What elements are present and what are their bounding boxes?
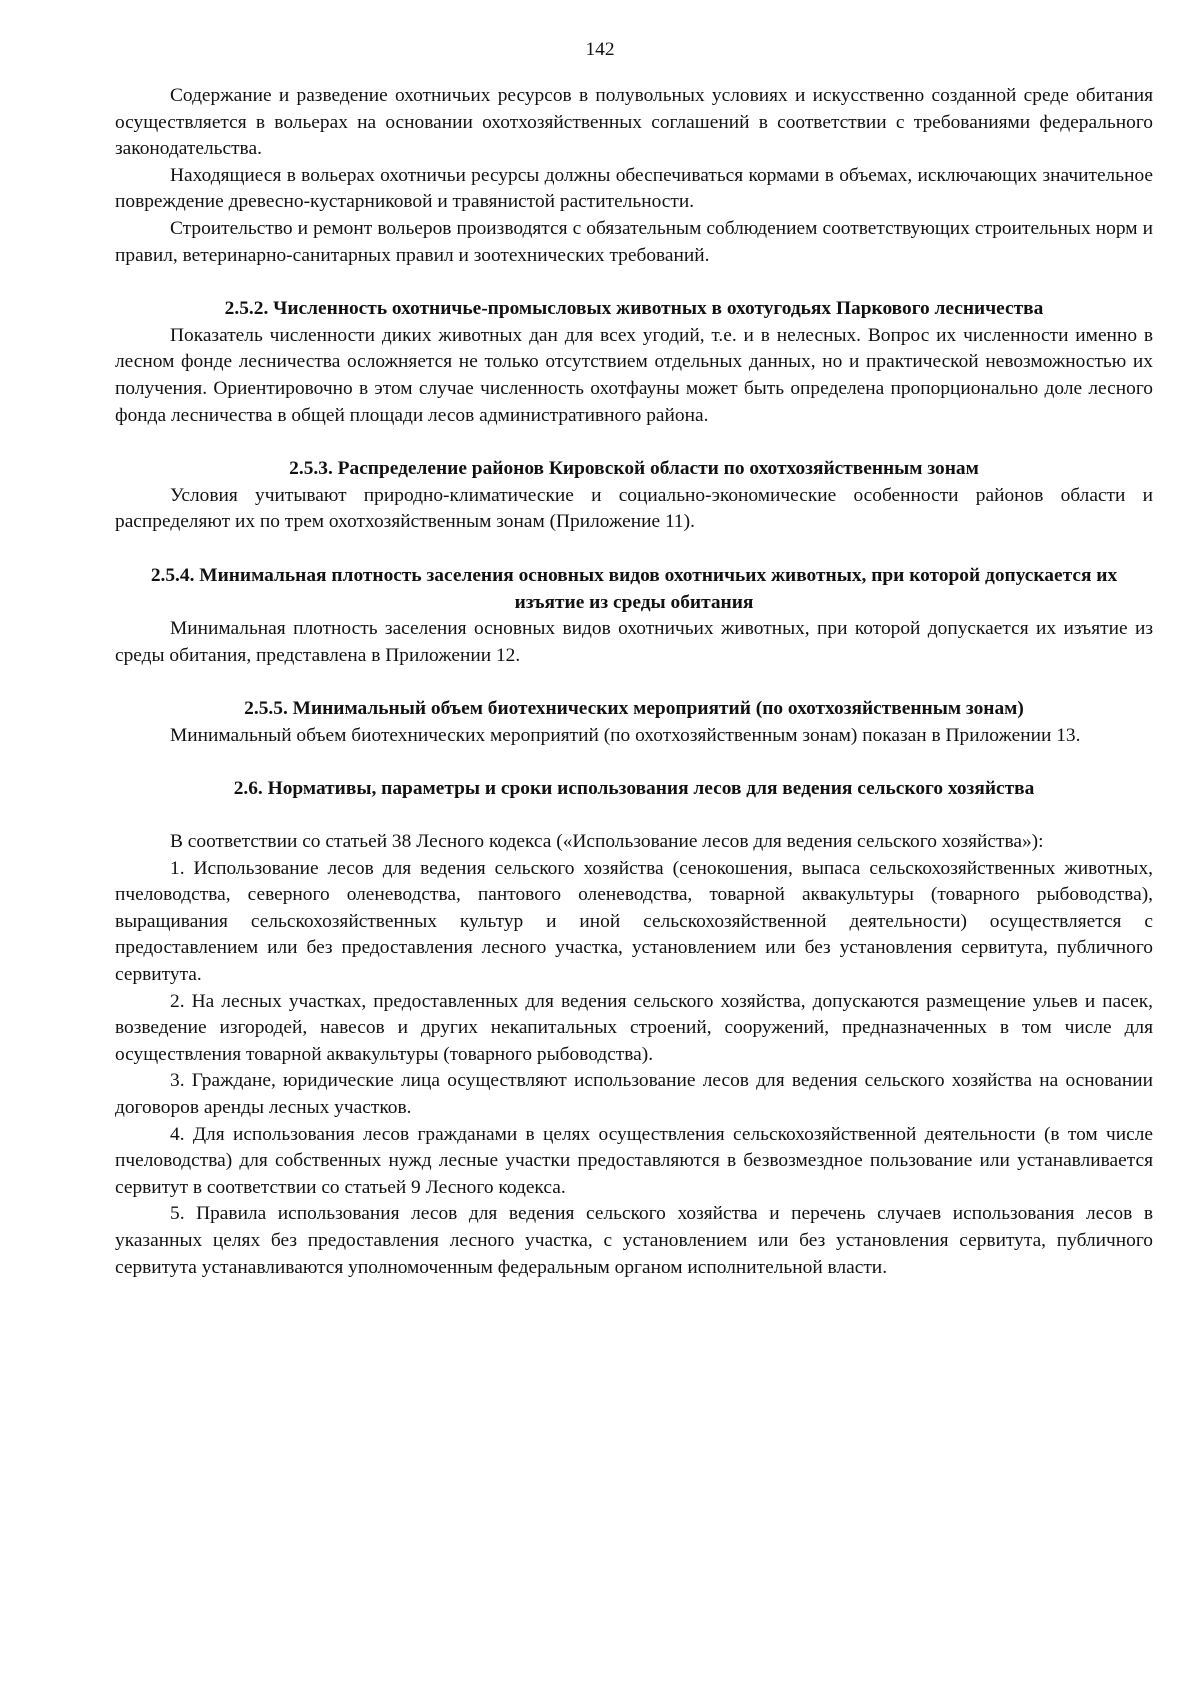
- page-content: [115, 83, 1153, 1281]
- paragraph: Условия учитывают природно-климатические и социально-экономические особенности районов области и распределяют их по трем охотхозяйственным зонам (Приложение 11).: [115, 484, 1153, 533]
- section-heading-2-5-4: 2.5.4. Минимальная плотность заселения основных видов охотничьих животных, при которой допускается их изъятие из среды обитания: [150, 564, 1118, 613]
- paragraph: Минимальная плотность заселения основных видов охотничьих животных, при которой допускается их изъятие из среды обитания, представлена в Приложении 12.: [115, 618, 1153, 666]
- paragraph: Содержание и разведение охотничьих ресурсов в полувольных условиях и искусственно созданной среде обитания осуществляется в вольерах на основании охотхозяйственных соглашений в соответствии с требованиями федерального законодательства.: [115, 85, 1153, 160]
- section-heading-2-5-3: 2.5.3. Распределение районов Кировской области по охотхозяйственным зонам: [289, 458, 979, 480]
- section-heading-2-6: 2.6. Нормативы, параметры и сроки использования лесов для ведения сельского хозяйства: [233, 778, 1035, 800]
- paragraph: В соответствии со статьей 38 Лесного кодекса («Использование лесов для ведения сельского хозяйства»):: [170, 831, 1044, 853]
- section-heading-2-5-2: 2.5.2. Численность охотничье-промысловых животных в охотугодьях Паркового лесничества: [224, 298, 1044, 320]
- list-item-paragraph: 5. Правила использования лесов для ведения сельского хозяйства и перечень случаев использования лесов в указанных целях без предоставления лесного участка, с установлением или без установления сервитута, публичного сервитута устанавливаются уполномоченным федеральным органом исполнительной власти.: [115, 1203, 1153, 1278]
- paragraph: Находящиеся в вольерах охотничьи ресурсы должны обеспечиваться кормами в объемах, исключающих значительное повреждение древесно-кустарниковой и травянистой растительности.: [115, 164, 1153, 213]
- list-item-paragraph: 2. На лесных участках, предоставленных для ведения сельского хозяйства, допускаются размещение ульев и пасек, возведение изгородей, навесов и других некапитальных строений, сооружений, предназначенных в том числе для осуществления товарной аквакультуры (товарного рыбоводства).: [115, 990, 1153, 1065]
- section-heading-2-5-5: 2.5.5. Минимальный объем биотехнических мероприятий (по охотхозяйственным зонам): [244, 698, 1024, 720]
- paragraph: Минимальный объем биотехнических мероприятий (по охотхозяйственным зонам) показан в Приложении 13.: [170, 724, 1081, 746]
- paragraph: Строительство и ремонт вольеров производятся с обязательным соблюдением соответствующих строительных норм и правил, ветеринарно-санитарных правил и зоотехнических требований.: [115, 217, 1153, 266]
- list-item-paragraph: 3. Граждане, юридические лица осуществляют использование лесов для ведения сельского хозяйства на основании договоров аренды лесных участков.: [115, 1070, 1153, 1118]
- list-item-paragraph: 1. Использование лесов для ведения сельского хозяйства (сенокошения, выпаса сельскохозяйственных животных, пчеловодства, северного оленеводства, пантового оленеводства, товарной аквакультуры (товарного рыбоводства), выращивания сельскохозяйственных культур и иной сельскохозяйственной деятельности) осуществляется с предоставлением или без предоставления лесного участка, установлением или без установления сервитута, публичного сервитута.: [115, 857, 1153, 986]
- page-number: 142: [585, 39, 615, 60]
- paragraph: Показатель численности диких животных дан для всех угодий, т.е. и в нелесных. Вопрос их численности именно в лесном фонде лесничества осложняется не только отсутствием отдельных данных, но и практической невозможностью их получения. Ориентировочно в этом случае численность охотфауны может быть определена пропорционально доле лесного фонда лесничества в общей площади лесов административного района.: [115, 324, 1153, 426]
- list-item-paragraph: 4. Для использования лесов гражданами в целях осуществления сельскохозяйственной деятельности (в том числе пчеловодства) для собственных нужд лесные участки предоставляются в безвозмездное пользование или устанавливается сервитут в соответствии со статьей 9 Лесного кодекса.: [115, 1123, 1153, 1198]
